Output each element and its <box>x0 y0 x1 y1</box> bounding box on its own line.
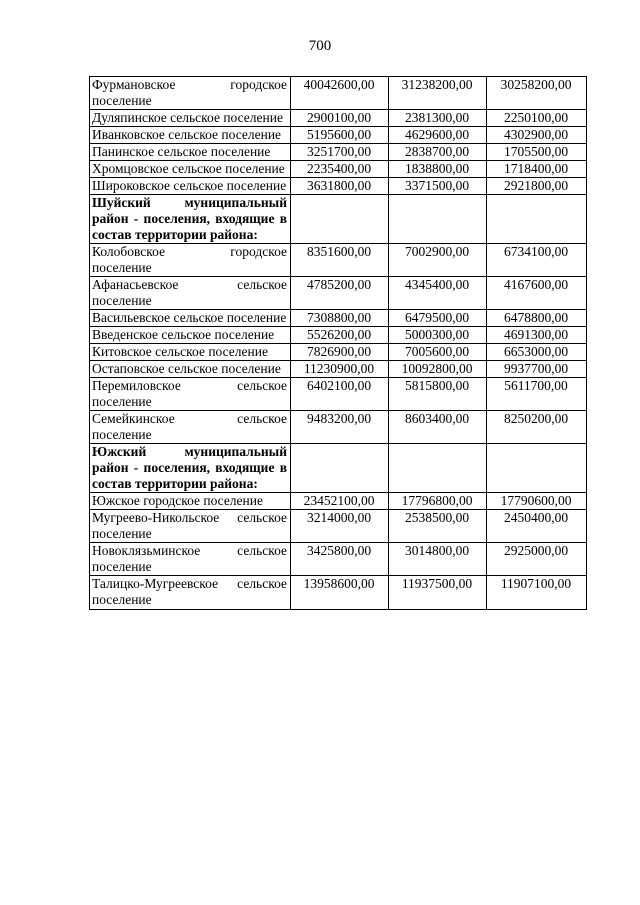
amount-cell-year-3: 6653000,00 <box>487 344 587 361</box>
section-title: Южский муниципальный район - поселения, входящие в состав территории района: <box>90 444 291 493</box>
table-row <box>90 178 587 195</box>
amount-cell-year-3: 17790600,00 <box>487 493 587 510</box>
table-row <box>90 493 587 510</box>
section-title: Шуйский муниципальный район - поселения, входящие в состав территории района: <box>90 195 291 244</box>
amount-cell-year-1 <box>291 195 389 244</box>
table-row <box>90 310 587 327</box>
amount-cell-year-2: 4345400,00 <box>389 277 487 310</box>
settlement-name: Фурмановское городское поселение <box>90 77 291 110</box>
table-row <box>90 378 587 411</box>
amount-cell-year-1: 9483200,00 <box>291 411 389 444</box>
amount-cell-year-2: 10092800,00 <box>389 361 487 378</box>
amount-cell-year-2: 2538500,00 <box>389 510 487 543</box>
amount-cell-year-3 <box>487 444 587 493</box>
settlement-name: Китовское сельское поселение <box>90 344 291 361</box>
table-row <box>90 110 587 127</box>
table-row <box>90 161 587 178</box>
settlement-name: Семейкинское сельское поселение <box>90 411 291 444</box>
settlement-name: Перемиловское сельское поселение <box>90 378 291 411</box>
amount-cell-year-3: 2921800,00 <box>487 178 587 195</box>
table-row <box>90 543 587 576</box>
amount-cell-year-1: 3251700,00 <box>291 144 389 161</box>
amount-cell-year-3: 4167600,00 <box>487 277 587 310</box>
amount-cell-year-3: 2925000,00 <box>487 543 587 576</box>
amount-cell-year-1: 6402100,00 <box>291 378 389 411</box>
page-number: 700 <box>308 38 332 54</box>
amount-cell-year-2: 2381300,00 <box>389 110 487 127</box>
section-header-row <box>90 195 587 244</box>
settlement-name: Новоклязьминское сельское поселение <box>90 543 291 576</box>
settlement-name: Дуляпинское сельское поселение <box>90 110 291 127</box>
amount-cell-year-3: 11907100,00 <box>487 576 587 610</box>
amount-cell-year-2: 3014800,00 <box>389 543 487 576</box>
table-row <box>90 361 587 378</box>
amount-cell-year-1: 7826900,00 <box>291 344 389 361</box>
table-row <box>90 244 587 277</box>
amount-cell-year-2: 1838800,00 <box>389 161 487 178</box>
table-row <box>90 127 587 144</box>
table-row <box>90 144 587 161</box>
amount-cell-year-3: 9937700,00 <box>487 361 587 378</box>
amount-cell-year-1: 4785200,00 <box>291 277 389 310</box>
amount-cell-year-2 <box>389 195 487 244</box>
settlement-name: Широковское сельское поселение <box>90 178 291 195</box>
amount-cell-year-1: 3631800,00 <box>291 178 389 195</box>
table-row <box>90 510 587 543</box>
amount-cell-year-3 <box>487 195 587 244</box>
amount-cell-year-2: 6479500,00 <box>389 310 487 327</box>
amount-cell-year-1: 2900100,00 <box>291 110 389 127</box>
amount-cell-year-3: 1718400,00 <box>487 161 587 178</box>
amount-cell-year-3: 2450400,00 <box>487 510 587 543</box>
settlement-name: Хромцовское сельское поселение <box>90 161 291 178</box>
settlement-name: Иванковское сельское поселение <box>90 127 291 144</box>
amount-cell-year-1: 2235400,00 <box>291 161 389 178</box>
settlement-name: Остаповское сельское поселение <box>90 361 291 378</box>
section-header-row <box>90 444 587 493</box>
amount-cell-year-1: 5526200,00 <box>291 327 389 344</box>
amount-cell-year-2: 7005600,00 <box>389 344 487 361</box>
amount-cell-year-3: 6478800,00 <box>487 310 587 327</box>
amount-cell-year-1: 3214000,00 <box>291 510 389 543</box>
amount-cell-year-2: 3371500,00 <box>389 178 487 195</box>
amount-cell-year-3: 1705500,00 <box>487 144 587 161</box>
table-body <box>90 77 587 610</box>
amount-cell-year-1: 8351600,00 <box>291 244 389 277</box>
amount-cell-year-3: 8250200,00 <box>487 411 587 444</box>
amount-cell-year-1: 40042600,00 <box>291 77 389 110</box>
amount-cell-year-3: 6734100,00 <box>487 244 587 277</box>
table-row <box>90 77 587 110</box>
amount-cell-year-3: 4302900,00 <box>487 127 587 144</box>
amount-cell-year-1: 5195600,00 <box>291 127 389 144</box>
settlement-name: Мугреево-Никольское сельское поселение <box>90 510 291 543</box>
amount-cell-year-3: 4691300,00 <box>487 327 587 344</box>
amount-cell-year-2 <box>389 444 487 493</box>
settlement-name: Афанасьевское сельское поселение <box>90 277 291 310</box>
amount-cell-year-2: 11937500,00 <box>389 576 487 610</box>
settlement-name: Введенское сельское поселение <box>90 327 291 344</box>
amount-cell-year-3: 2250100,00 <box>487 110 587 127</box>
table-row <box>90 327 587 344</box>
amount-cell-year-1: 23452100,00 <box>291 493 389 510</box>
amount-cell-year-2: 7002900,00 <box>389 244 487 277</box>
amount-cell-year-1: 13958600,00 <box>291 576 389 610</box>
settlement-name: Талицко-Мугреевское сельское поселение <box>90 576 291 610</box>
amount-cell-year-1: 11230900,00 <box>291 361 389 378</box>
amount-cell-year-1: 7308800,00 <box>291 310 389 327</box>
amount-cell-year-2: 4629600,00 <box>389 127 487 144</box>
amount-cell-year-2: 5815800,00 <box>389 378 487 411</box>
amount-cell-year-2: 2838700,00 <box>389 144 487 161</box>
amount-cell-year-3: 30258200,00 <box>487 77 587 110</box>
table-row <box>90 344 587 361</box>
amount-cell-year-2: 17796800,00 <box>389 493 487 510</box>
settlement-name: Панинское сельское поселение <box>90 144 291 161</box>
amount-cell-year-2: 8603400,00 <box>389 411 487 444</box>
settlement-name: Колобовское городское поселение <box>90 244 291 277</box>
table-row <box>90 411 587 444</box>
amount-cell-year-3: 5611700,00 <box>487 378 587 411</box>
amount-cell-year-1 <box>291 444 389 493</box>
amount-cell-year-2: 31238200,00 <box>389 77 487 110</box>
settlement-name: Васильевское сельское поселение <box>90 310 291 327</box>
table-row <box>90 277 587 310</box>
amount-cell-year-2: 5000300,00 <box>389 327 487 344</box>
settlement-name: Южское городское поселение <box>90 493 291 510</box>
amount-cell-year-1: 3425800,00 <box>291 543 389 576</box>
table-row <box>90 576 587 610</box>
budget-table <box>89 76 587 610</box>
